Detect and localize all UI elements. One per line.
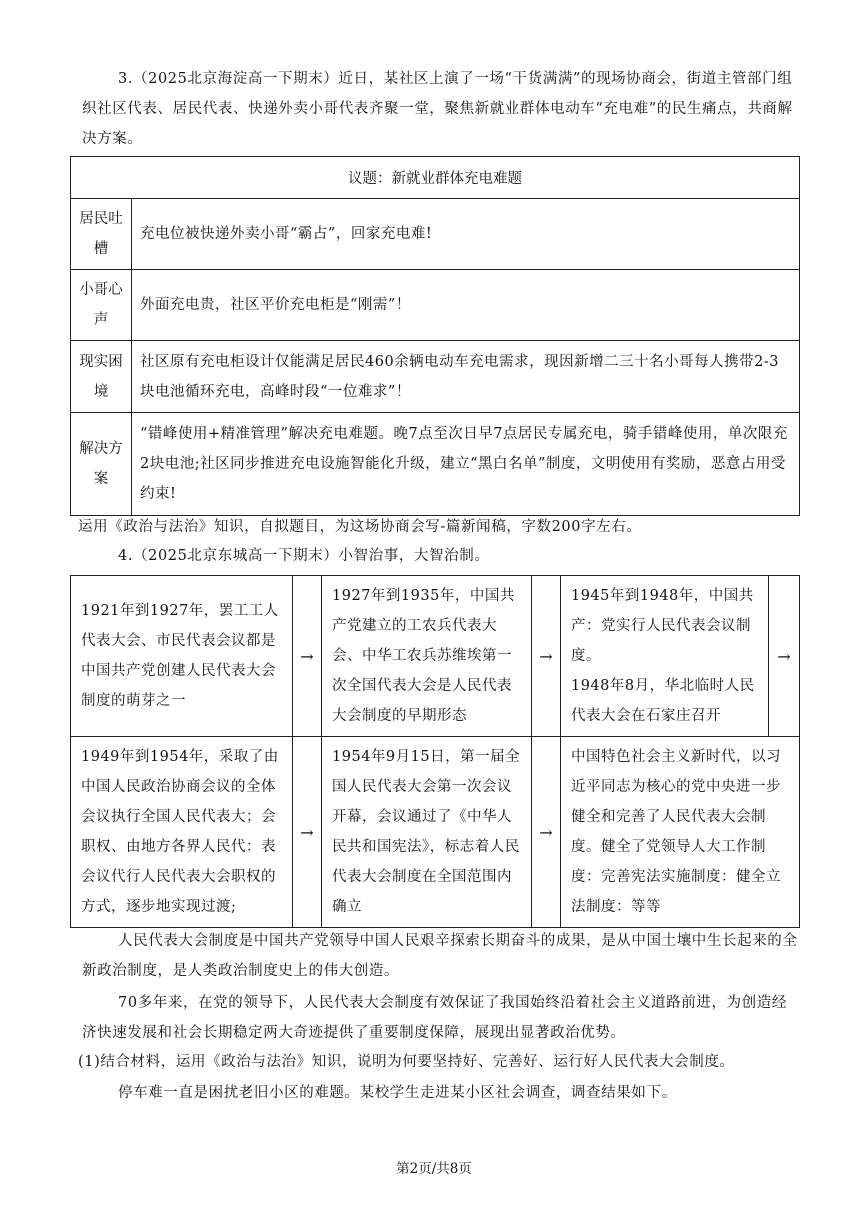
row-label-courier: 小哥心声 (71, 270, 132, 341)
q4-para2: 70多年来，在党的领导下，人民代表大会制度有效保证了我国始终沿着社会主义道路前进，为创造经济快速发展和社会长期稳定两大奇迹提供了重要制度保障，展现出显著政治优势。 (82, 995, 787, 1041)
timeline-new-era: 中国特色社会主义新时代，以习近平同志为核心的党中央进一步健全和完善了人民代表大会制度。健全了党领导人大工作制度：完善宪法实施制度：健全立法制度：等等 (560, 737, 799, 928)
row-text-solution: “错峰使用+精准管理”解决充电难题。晚7点至次日早7点居民专属充电，骑手错峰使用，单次限充2块电池;社区同步推进充电设施智能化升级，建立“黑白名单”制度，文明使用有奖励，恶意占用受约束! (132, 413, 800, 516)
q3-task: 运用《政治与法治》知识，自拟题目，为这场协商会写-篇新闻稿，字数200字左右。 (78, 519, 642, 535)
arrow-icon: → (768, 576, 799, 737)
row-text-courier: 外面充电贵，社区平价充电柜是“刚需”！ (132, 270, 800, 341)
page-footer: 第2页/共8页 (396, 1161, 472, 1177)
timeline-1954: 1954年9月15日，第一届全国人民代表大会第一次会议开幕，会议通过了《中华人民共和国宪法》，标志着人民代表大会制度在全国范围内确立 (322, 737, 532, 928)
arrow-icon: → (292, 576, 321, 737)
arrow-icon: → (531, 737, 560, 928)
row-text-resident: 充电位被快递外卖小哥“霸占”，回家充电难! (132, 199, 800, 270)
q3-intro: 3.（2025北京海淀高一下期末）近日，某社区上演了一场“干货满满”的现场协商会，街道主管部门组织社区代表、居民代表、快递外卖小哥代表齐聚一堂，聚焦新就业群体电动车“充电难”的民生痛点，共商解决方案。 (82, 71, 793, 147)
row-label-solution: 解决方案 (71, 413, 132, 516)
arrow-icon: → (531, 576, 560, 737)
q4-para1: 人民代表大会制度是中国共产党领导中国人民艰辛探索长期奋斗的成果，是从中国土壤中生长起来的全新政治制度，是人类政治制度史上的伟大创造。 (82, 933, 798, 979)
timeline-1945 (560, 576, 768, 737)
timeline-1949: 1949年到1954年，采取了由中国人民政治协商会议的全体会议执行全国人民代表大；会职权、由地方各界人民代：表会议代行人民代表大会职权的方式，逐步地实现过渡; (71, 737, 293, 928)
q4-para3: 停车难一直是困扰老旧小区的难题。某校学生走进某小区社会调查，调查结果如下。 (118, 1085, 677, 1101)
row-label-dilemma: 现实困境 (71, 341, 132, 413)
row-label-resident: 居民吐槽 (71, 199, 132, 270)
row-text-dilemma: 社区原有充电柜设计仅能满足居民460余辆电动车充电需求，现因新增二三十名小哥每人携带2-3块电池循环充电，高峰时段“一位难求”！ (132, 341, 800, 413)
q3-table (70, 156, 800, 516)
timeline-1945-text: 1945年到1948年，中国共产：党实行人民代表会议制度。 (570, 588, 754, 664)
q3-table-header: 议题：新就业群体充电难题 (71, 157, 800, 199)
q4-timeline-table (70, 575, 800, 928)
timeline-1921: 1921年到1927年，罢工工人代表大会、市民代表会议都是中国共产党创建人民代表大会制度的萌芽之一 (71, 576, 293, 737)
timeline-1927: 1927年到1935年，中国共产党建立的工农兵代表大会、中华工农兵苏维埃第一次全国代表大会是人民代表大会制度的早期形态 (322, 576, 532, 737)
q4-sub-question-1: (1)结合材料，运用《政治与法治》知识，说明为何要坚持好、完善好、运行好人民代表大会制度。 (78, 1054, 735, 1070)
q4-intro: 4.（2025北京东城高一下期末）小智治事，大智治制。 (118, 548, 490, 564)
arrow-icon: → (292, 737, 321, 928)
timeline-1948-text: 1948年8月，华北临时人民代表大会在石家庄召开 (570, 678, 755, 724)
